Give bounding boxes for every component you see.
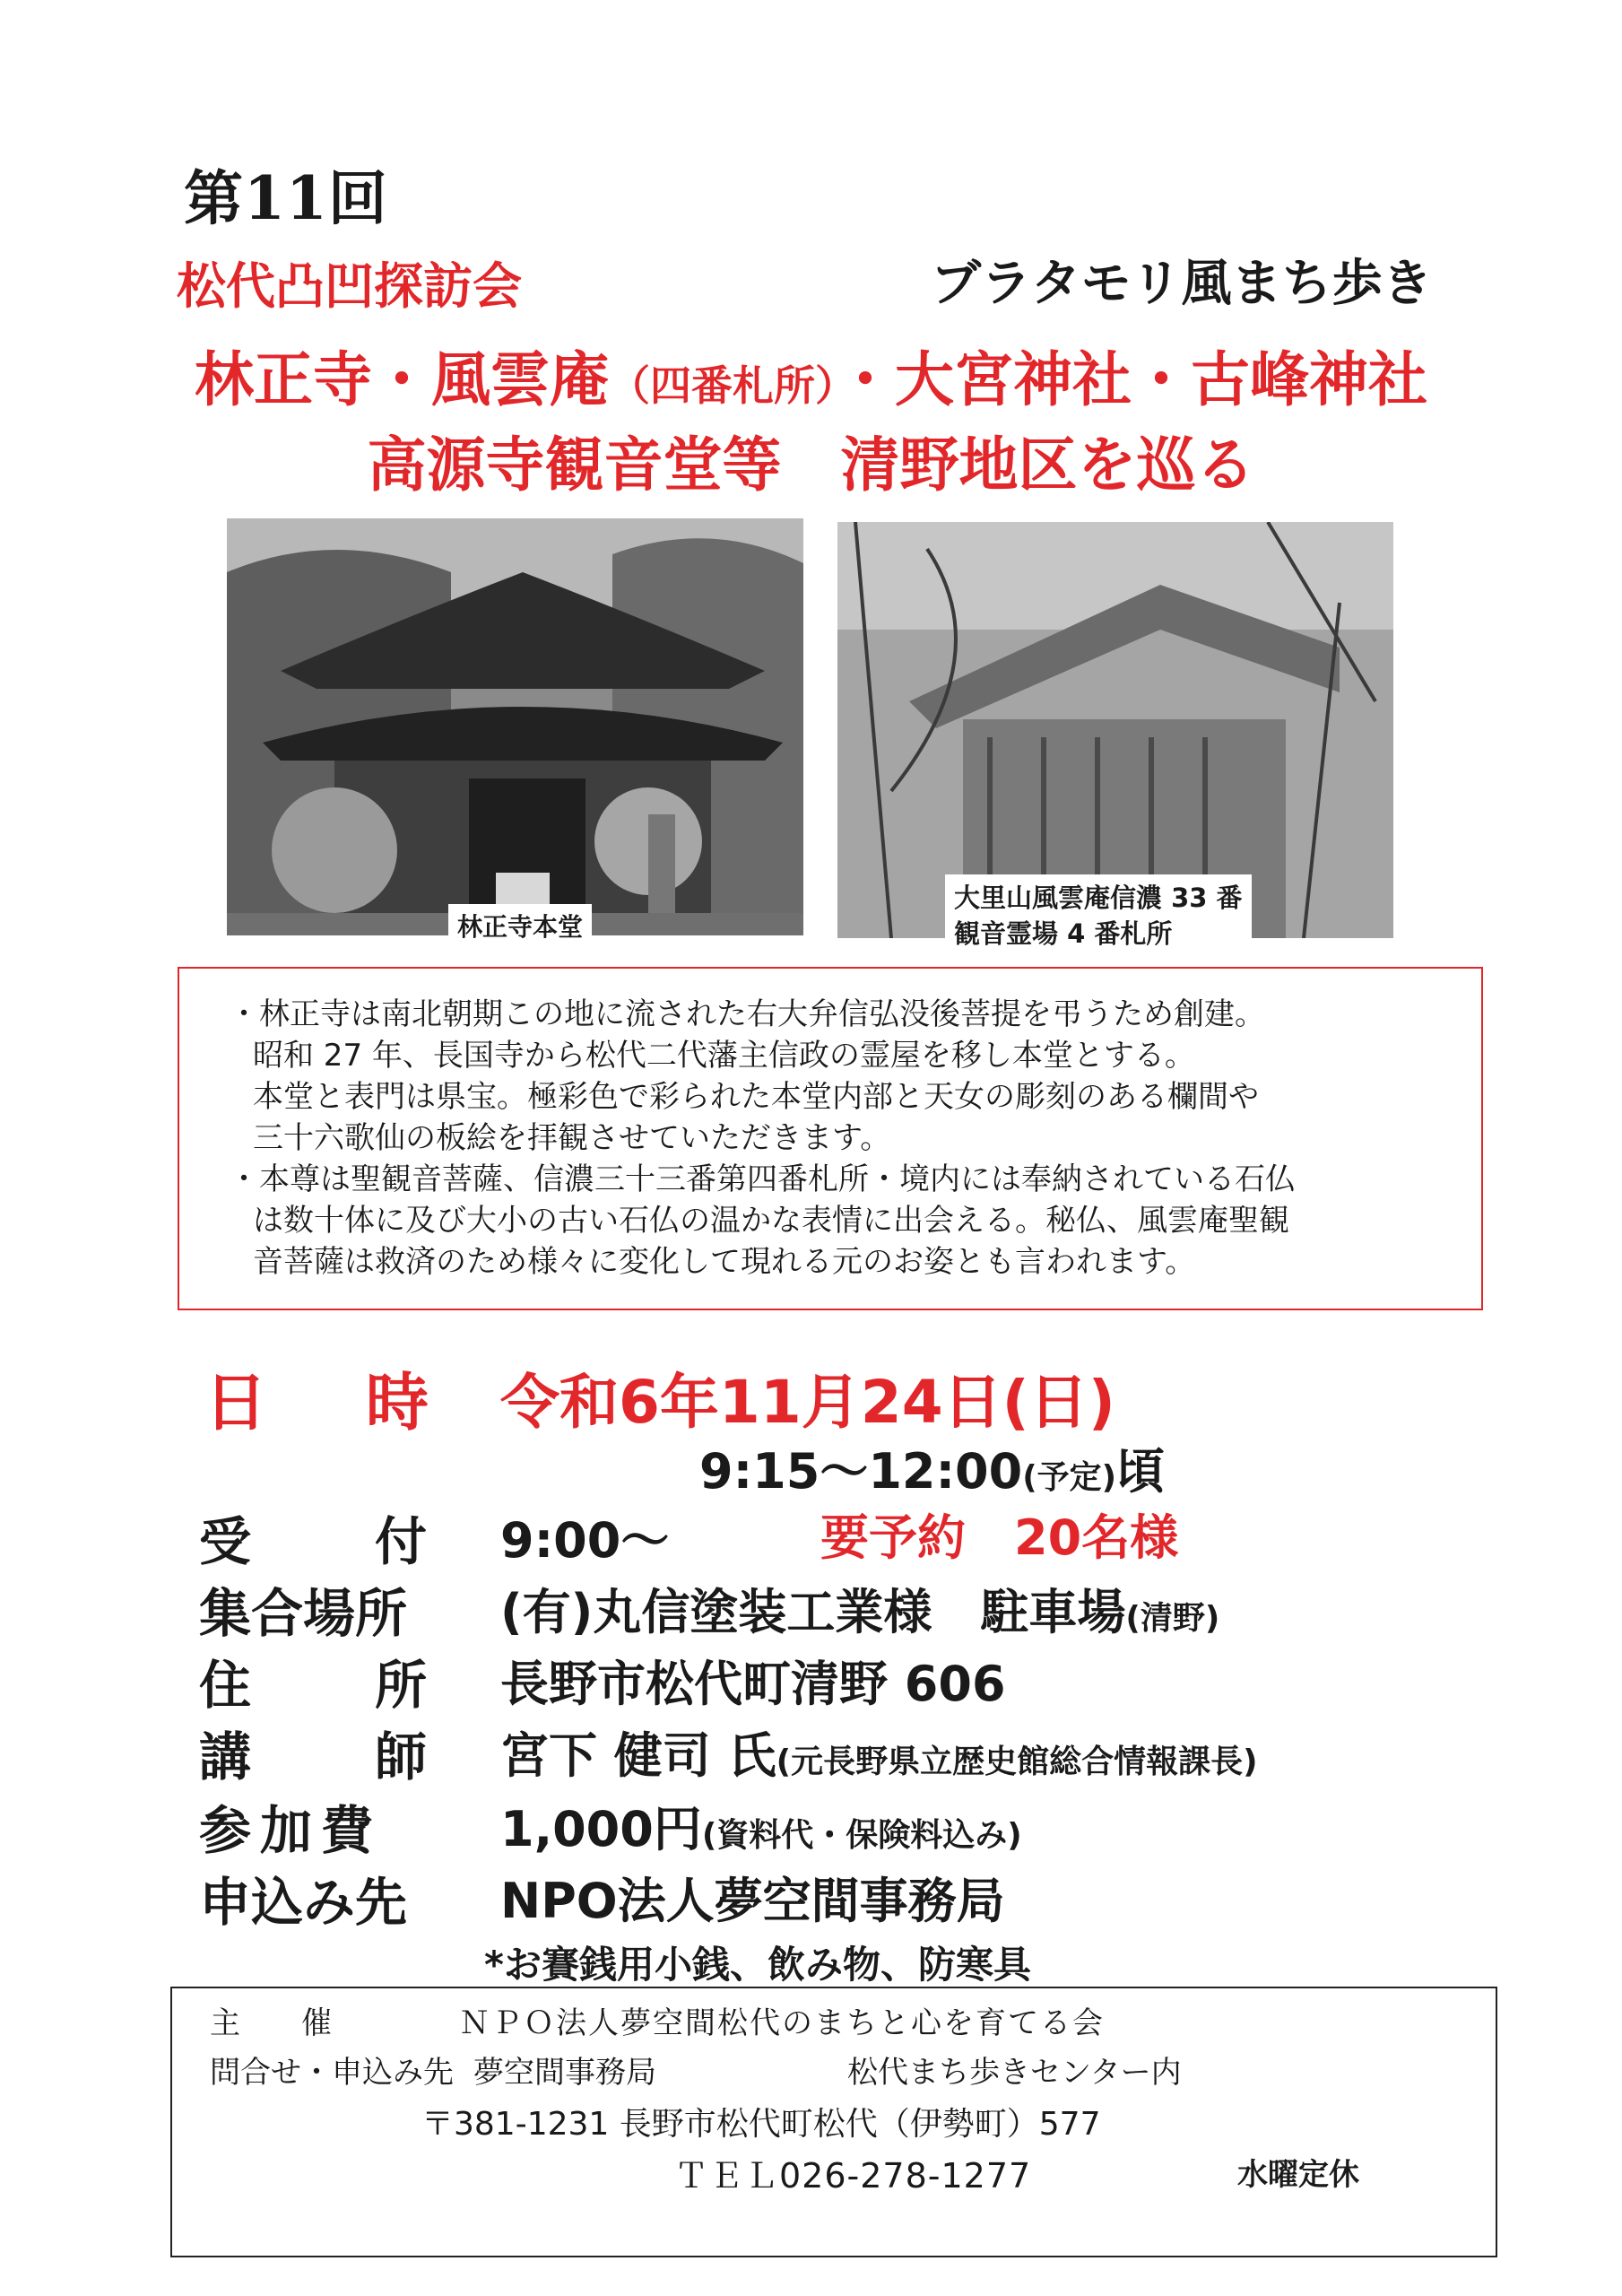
- time-range: [699, 1433, 1165, 1502]
- contact-value: 夢空間事務局: [473, 2055, 656, 2091]
- lecturer-value: [500, 1718, 1258, 1787]
- closed-day: 水曜定休: [1237, 2157, 1359, 2193]
- description-line: 昭和 27 年、長国寺から松代二代藩主信政の霊屋を移し本堂とする。: [253, 1038, 1195, 1074]
- lecturer-name: 宮下 健司 氏: [500, 1727, 776, 1784]
- fee-note: (資料代・保険料込み): [701, 1817, 1022, 1854]
- title-part-b: （四番札所）: [609, 361, 836, 410]
- edition-number: 第11回: [184, 163, 388, 233]
- reception-value: 9:00～: [500, 1512, 670, 1569]
- title-part-c: ・大宮神社・古峰神社: [836, 345, 1427, 414]
- series-title: 松代凸凹探訪会: [177, 257, 523, 315]
- description-line: ・本尊は聖観音菩薩、信濃三十三番第四番札所・境内には奉納されている石仏: [229, 1161, 1296, 1197]
- lecturer-label: 講 師: [199, 1726, 464, 1787]
- walk-style-subtitle: ブラタモリ風まち歩き: [931, 255, 1433, 313]
- fee-label: 参加費: [199, 1800, 383, 1861]
- footer-address: 〒381-1231 長野市松代町松代（伊勢町）577: [421, 2106, 1101, 2143]
- meeting-place-area: (清野): [1125, 1600, 1220, 1637]
- fuunan-caption-line-1: 大里山風雲庵信濃 33 番: [954, 883, 1243, 913]
- bring-items-note: *お賽銭用小銭、飲み物、防寒具: [484, 1943, 1031, 1987]
- time-suffix: 頃: [1116, 1443, 1166, 1500]
- organizer-value: ＮＰＯ法人夢空間松代のまちと心を育てる会: [459, 2005, 1105, 2041]
- fuunan-caption-line-2: 観音霊場 4 番札所: [954, 918, 1173, 949]
- description-line: ・林正寺は南北朝期この地に流された右大弁信弘没後菩提を弔うため創建。: [229, 996, 1265, 1032]
- description-line: は数十体に及び大小の古い石仏の温かな表情に出会える。秘仏、風雲庵聖観: [253, 1203, 1289, 1239]
- description-line: 本堂と表門は県宝。極彩色で彩られた本堂内部と天女の彫刻のある欄間や: [253, 1079, 1259, 1115]
- meeting-place-value: [500, 1574, 1219, 1643]
- meeting-place-label: 集合場所: [199, 1583, 408, 1644]
- time-value: 9:15～12:00: [699, 1443, 1023, 1500]
- title-part-a: 林正寺・風雲庵: [195, 345, 609, 414]
- footer-tel: ＴＥＬ026-278-1277: [674, 2156, 1032, 2196]
- fuunan-caption: [945, 874, 1252, 957]
- reception-label: 受 付: [199, 1511, 464, 1572]
- fee-value: [500, 1791, 1022, 1860]
- date-label: 日 時: [204, 1366, 447, 1439]
- event-title-line-2: 高源寺観音堂等 清野地区を巡る: [367, 430, 1255, 500]
- apply-value: NPO法人夢空間事務局: [500, 1873, 1005, 1929]
- rinshoji-caption: 林正寺本堂: [448, 904, 592, 951]
- apply-label: 申込み先: [199, 1872, 408, 1933]
- meeting-place-name: (有)丸信塗装工業様 駐車場: [500, 1584, 1126, 1640]
- description-line: 三十六歌仙の板絵を拝観させていただきます。: [253, 1120, 891, 1156]
- contact-place: 松代まち歩きセンター内: [847, 2055, 1182, 2091]
- description-line: 音菩薩は救済のため様々に変化して現れる元のお姿とも言われます。: [253, 1244, 1196, 1280]
- address-label: 住 所: [199, 1655, 464, 1716]
- contact-label: 問合せ・申込み先: [210, 2055, 454, 2091]
- fee-amount: 1,000円: [500, 1801, 702, 1857]
- event-title-line-1: [0, 332, 1622, 417]
- address-value: 長野市松代町清野 606: [500, 1656, 1006, 1712]
- organizer-label: 主 催: [210, 2005, 332, 2041]
- date-value: 令和6年11月24日(日): [500, 1368, 1115, 1437]
- reservation-note: 要予約 20名様: [820, 1509, 1179, 1566]
- time-note: (予定): [1022, 1459, 1117, 1496]
- lecturer-title: (元長野県立歴史館総合情報課長): [776, 1744, 1258, 1780]
- rinshoji-photo: [227, 518, 803, 935]
